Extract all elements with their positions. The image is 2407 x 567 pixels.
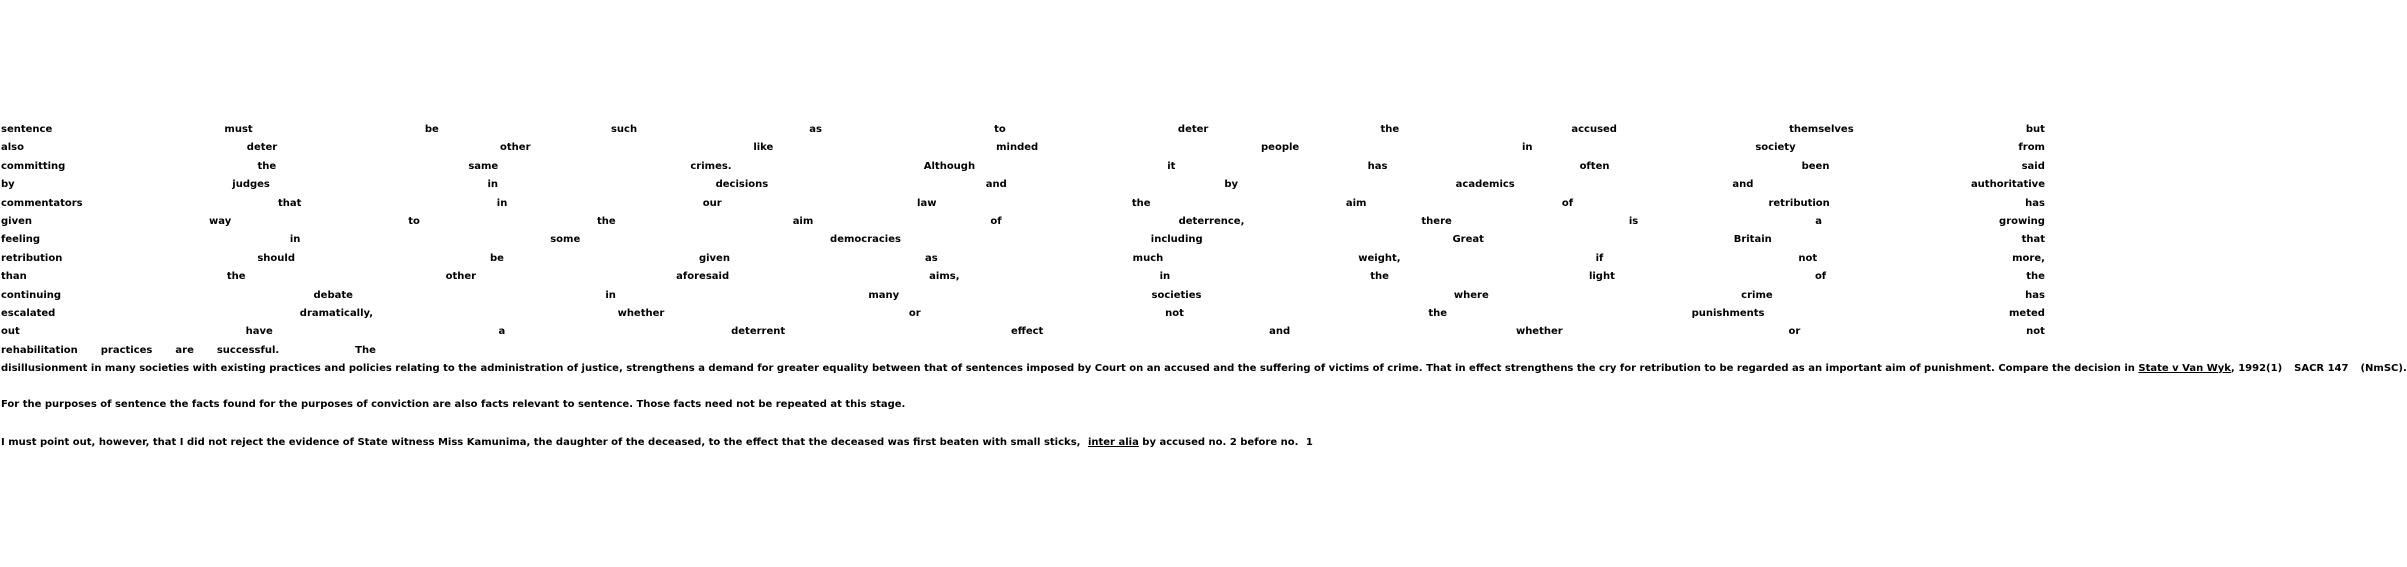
word: out <box>1 326 20 338</box>
word: to <box>408 216 420 227</box>
word: including <box>1150 234 1203 246</box>
word: growing <box>1999 216 2045 227</box>
word: debate <box>313 289 353 301</box>
justified-line <box>1 215 2045 229</box>
word: from <box>2018 142 2045 154</box>
justified-line <box>1 233 2045 247</box>
word: Great <box>1452 234 1484 246</box>
word: our <box>702 197 722 209</box>
word: has <box>2025 197 2045 209</box>
justified-line <box>1 178 2045 192</box>
citation-report: SACR 147 <box>2294 363 2349 374</box>
word: the <box>226 271 246 283</box>
word: people <box>1261 142 1300 154</box>
word: given <box>698 252 730 264</box>
word: have <box>245 326 273 338</box>
paragraph-witness-evidence <box>1 436 1313 450</box>
word: the <box>1428 308 1448 319</box>
word: are <box>175 345 194 356</box>
word: some <box>550 234 581 246</box>
document-page <box>1 0 2407 567</box>
word: committing <box>1 160 66 172</box>
word: same <box>468 160 499 172</box>
justified-line <box>1 325 2045 339</box>
word: rehabilitation <box>1 345 78 356</box>
citation-year: , 1992(1) <box>2230 363 2283 374</box>
word: been <box>1801 160 1830 172</box>
word: the <box>1131 197 1151 209</box>
word: be <box>424 124 439 135</box>
word: like <box>753 142 774 154</box>
justified-line <box>1 270 2045 284</box>
word: of <box>990 216 1002 227</box>
word: given <box>1 216 33 227</box>
case-reference-link[interactable]: State v Van Wyk <box>2138 363 2231 374</box>
word: judges <box>232 179 270 191</box>
word: societies <box>1151 289 1202 301</box>
word: not <box>1798 252 1818 264</box>
word: themselves <box>1789 124 1854 135</box>
word: has <box>1367 160 1388 172</box>
latin-phrase: inter alia <box>1087 437 1139 448</box>
word: dramatically, <box>299 308 374 319</box>
paragraph-continuation: disillusionment in many societies with existing practices and policies relating to the administration of justice, strengthens a demand for greater equality between that of sentences imposed by Court on an accused and the suffering of victims of crime. That in effect strengthens the cry for retribution to be regarded as an important aim of punishment. Compare the decision in <box>1 363 2135 374</box>
word: The <box>355 345 376 356</box>
paragraph-text: For the purposes of sentence the facts found for the purposes of conviction are also facts relevant to sentence. Those facts need not be repeated at this stage. <box>1 399 906 410</box>
word: democracies <box>830 234 901 246</box>
word: weight, <box>1358 252 1401 264</box>
word: must <box>224 124 253 135</box>
word: that <box>2021 234 2045 246</box>
word: where <box>1453 289 1489 301</box>
paragraph-text-end: by accused no. 2 before no. <box>1142 437 1299 448</box>
word: the <box>2026 271 2045 283</box>
word: in <box>487 179 498 191</box>
word: if <box>1595 252 1604 264</box>
word: light <box>1588 271 1615 283</box>
word: is <box>1628 216 1639 227</box>
justified-line <box>1 289 2045 303</box>
word: continuing <box>1 289 62 301</box>
word: the <box>1380 124 1400 135</box>
word: successful. <box>216 345 280 356</box>
word: practices <box>100 345 153 356</box>
word: the <box>596 216 616 227</box>
word: than <box>1 271 27 283</box>
word: way <box>209 216 232 227</box>
word: as <box>809 124 822 135</box>
word: decisions <box>715 179 769 191</box>
word: a <box>1815 216 1823 227</box>
word: other <box>500 142 531 154</box>
word: escalated <box>1 308 56 319</box>
word: aims, <box>929 271 960 283</box>
justified-line <box>1 197 2045 211</box>
word: has <box>2025 289 2045 301</box>
word: in <box>496 197 508 209</box>
word: Britain <box>1733 234 1772 246</box>
word: society <box>1755 142 1796 154</box>
word: and <box>985 179 1007 191</box>
word: whether <box>617 308 665 319</box>
word: crime <box>1741 289 1773 301</box>
word: in <box>1159 271 1171 283</box>
word: the <box>257 160 277 172</box>
word: there <box>1421 216 1452 227</box>
word: deterrent <box>731 326 786 338</box>
word: more, <box>2012 252 2045 264</box>
justified-line <box>1 160 2045 174</box>
word: Although <box>923 160 976 172</box>
word: be <box>489 252 504 264</box>
word: not <box>2026 326 2045 338</box>
paragraph-text-tail: 1 <box>1305 437 1313 448</box>
word: whether <box>1515 326 1563 338</box>
word: should <box>257 252 295 264</box>
word: by <box>1224 179 1239 191</box>
word: also <box>1 142 24 154</box>
word: in <box>289 234 301 246</box>
word: and <box>1269 326 1291 338</box>
word: academics <box>1455 179 1515 191</box>
word: feeling <box>1 234 41 246</box>
word: such <box>610 124 638 135</box>
word: many <box>868 289 900 301</box>
word: the <box>1370 271 1389 283</box>
word: aim <box>1345 197 1367 209</box>
word: meted <box>2009 308 2045 319</box>
word: effect <box>1010 326 1044 338</box>
justified-line <box>1 123 2045 137</box>
word: aforesaid <box>676 271 730 283</box>
word: that <box>277 197 302 209</box>
citation-court: (NmSC). <box>2360 363 2407 374</box>
word: but <box>2025 124 2045 135</box>
word: in <box>1522 142 1533 154</box>
word: or <box>908 308 921 319</box>
word: retribution <box>1 252 63 264</box>
justified-line <box>1 141 2045 155</box>
word: not <box>1165 308 1184 319</box>
paragraph-sentence-facts <box>1 398 905 412</box>
paragraph-text: I must point out, however, that I did not reject the evidence of State witness Miss Kamunima, the daughter of the deceased, to the effect that the deceased was first beaten with small sticks, <box>1 437 1081 448</box>
last-line-rehabilitation <box>1 344 376 358</box>
paragraph-continuation-line <box>1 362 2407 376</box>
word: sentence <box>1 124 53 135</box>
word: by <box>1 179 15 191</box>
word: to <box>994 124 1006 135</box>
word: deter <box>1177 124 1209 135</box>
word: or <box>1788 326 1801 338</box>
word: accused <box>1571 124 1617 135</box>
word: it <box>1167 160 1176 172</box>
word: of <box>1814 271 1827 283</box>
word: aim <box>792 216 814 227</box>
word: retribution <box>1768 197 1830 209</box>
word: deter <box>246 142 278 154</box>
word: crimes. <box>690 160 732 172</box>
word: much <box>1132 252 1164 264</box>
justified-line <box>1 252 2045 266</box>
word: commentators <box>1 197 83 209</box>
word: authoritative <box>1970 179 2045 191</box>
word: often <box>1579 160 1610 172</box>
word: of <box>1561 197 1574 209</box>
word: punishments <box>1691 308 1765 319</box>
word: as <box>924 252 938 264</box>
word: minded <box>996 142 1039 154</box>
word: and <box>1732 179 1754 191</box>
word: deterrence, <box>1178 216 1245 227</box>
justified-line <box>1 307 2045 321</box>
word: said <box>2021 160 2045 172</box>
word: law <box>917 197 937 209</box>
word: a <box>498 326 506 338</box>
word: in <box>605 289 616 301</box>
word: other <box>445 271 477 283</box>
